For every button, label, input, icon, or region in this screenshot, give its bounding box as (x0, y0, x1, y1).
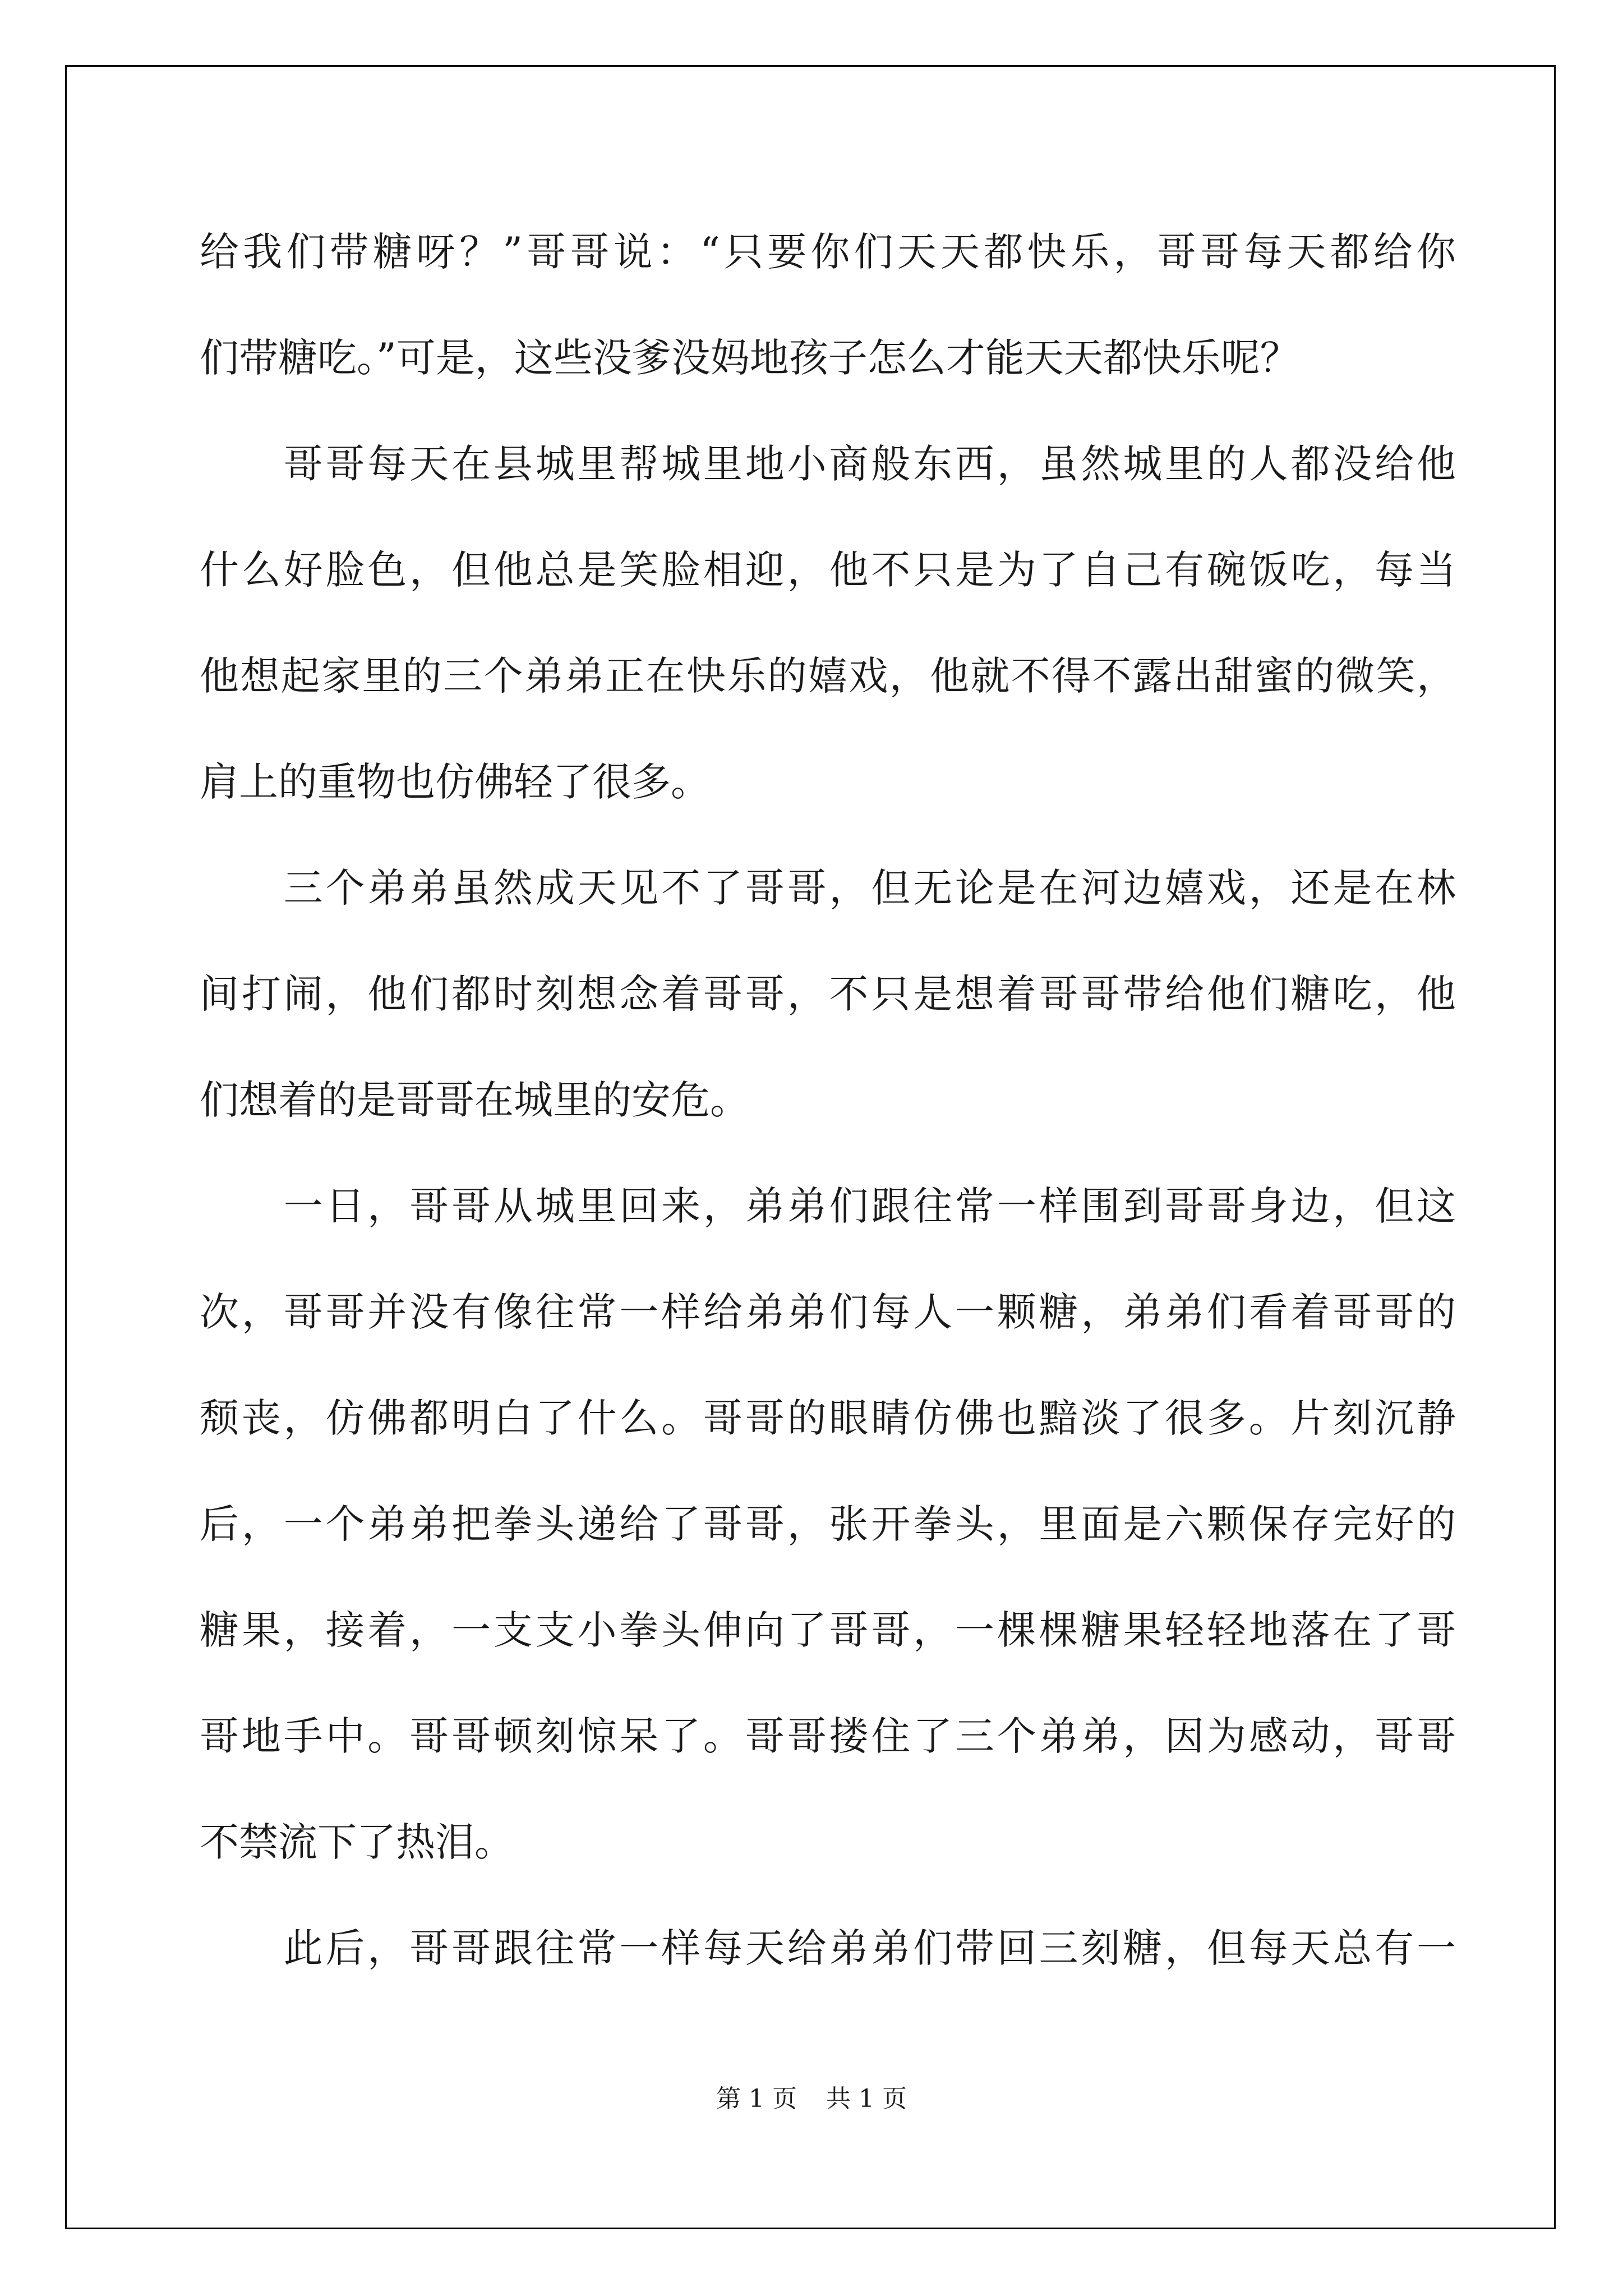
text-line: 哥地手中。哥哥顿刻惊呆了。哥哥搂住了三个弟弟，因为感动，哥哥 (200, 1713, 1456, 1759)
text-line: 哥哥每天在县城里帮城里地小商般东西，虽然城里的人都没给他 (200, 441, 1456, 487)
text-line: 给我们带糖呀？”哥哥说：“只要你们天天都快乐，哥哥每天都给你 (200, 229, 1456, 275)
text-line: 他想起家里的三个弟弟正在快乐的嬉戏，他就不得不露出甜蜜的微笑， (200, 653, 1456, 699)
text-line: 什么好脸色，但他总是笑脸相迎，他不只是为了自己有碗饭吃，每当 (200, 547, 1456, 593)
text-line: 后，一个弟弟把拳头递给了哥哥，张开拳头，里面是六颗保存完好的 (200, 1501, 1456, 1547)
text-line: 肩上的重物也仿佛轻了很多。 (200, 759, 710, 805)
document-body (200, 199, 1456, 2001)
text-line: 们想着的是哥哥在城里的安危。 (200, 1077, 749, 1123)
text-line: 不禁流下了热泪。 (200, 1819, 514, 1865)
text-line: 糖果，接着，一支支小拳头伸向了哥哥，一棵棵糖果轻轻地落在了哥 (200, 1607, 1456, 1653)
page-total: 共 1 页 (826, 2085, 907, 2113)
text-line: 三个弟弟虽然成天见不了哥哥，但无论是在河边嬉戏，还是在林 (200, 865, 1456, 911)
text-line: 次，哥哥并没有像往常一样给弟弟们每人一颗糖，弟弟们看着哥哥的 (200, 1289, 1456, 1335)
page-footer (0, 2082, 1623, 2116)
text-line: 此后，哥哥跟往常一样每天给弟弟们带回三刻糖，但每天总有一 (200, 1925, 1456, 1971)
text-line: 间打闹，他们都时刻想念着哥哥，不只是想着哥哥带给他们糖吃，他 (200, 971, 1456, 1017)
text-line: 们带糖吃。”可是，这些没爹没妈地孩子怎么才能天天都快乐呢？ (200, 335, 1299, 381)
text-line: 一日，哥哥从城里回来，弟弟们跟往常一样围到哥哥身边，但这 (200, 1183, 1456, 1229)
page-number: 第 1 页 (716, 2085, 797, 2113)
text-line: 颓丧，仿佛都明白了什么。哥哥的眼睛仿佛也黯淡了很多。片刻沉静 (200, 1395, 1456, 1441)
